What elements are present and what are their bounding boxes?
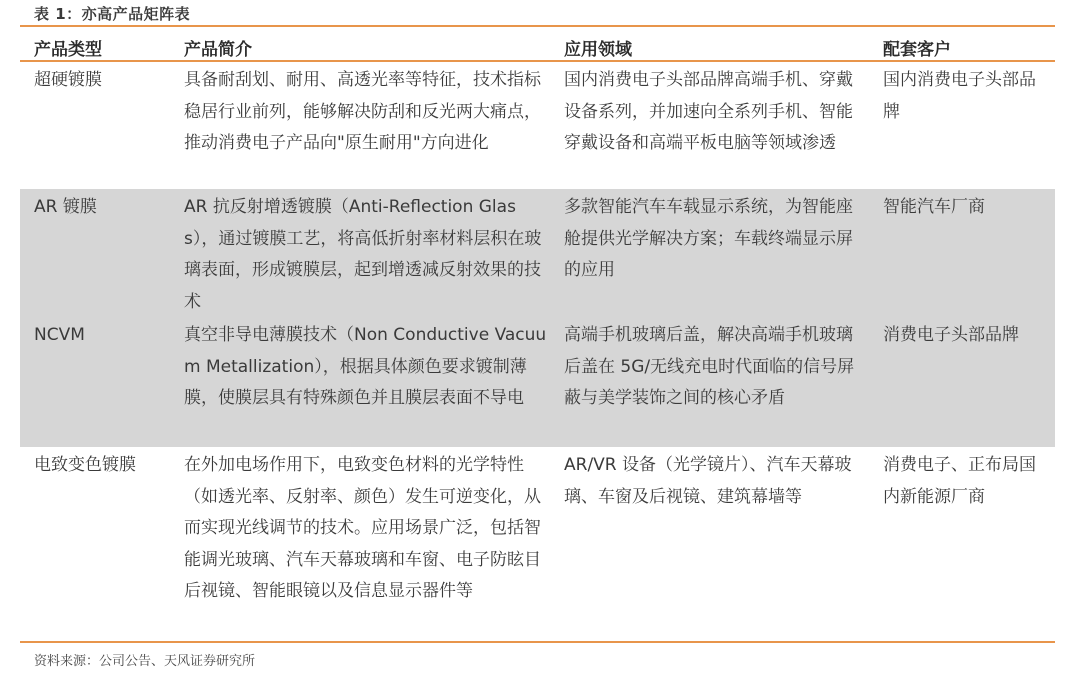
table-header <box>0 27 1080 60</box>
cell-application: 国内消费电子头部品牌高端手机、穿戴设备系列，并加速向全系列手机、智能穿戴设备和高端平板电脑等领域渗透 <box>564 70 853 154</box>
source-note: 资料来源：公司公告、天风证券研究所 <box>34 654 256 669</box>
cell-application: AR/VR 设备（光学镜片）、汽车天幕玻璃、车窗及后视镜、建筑幕墙等 <box>564 455 852 507</box>
cell-product-intro: AR 抗反射增透镀膜（Anti-Reflection Glass），通过镀膜工艺，将高低折射率材料层积在玻璃表面，形成镀膜层，起到增透减反射效果的技术 <box>184 197 542 312</box>
cell-customers: 国内消费电子头部品牌 <box>883 70 1036 122</box>
cell-product-intro: 具备耐刮划、耐用、高透光率等特征，技术指标稳居行业前列，能够解决防刮和反光两大痛点，推动消费电子产品向"原生耐用"方向进化 <box>184 70 541 154</box>
cell-customers: 消费电子头部品牌 <box>883 325 1019 345</box>
header-product-type: 产品类型 <box>34 40 102 60</box>
cell-product-type: AR 镀膜 <box>34 197 97 217</box>
table-row <box>20 189 1055 317</box>
table-caption: 表 1：亦高产品矩阵表 <box>34 5 191 23</box>
bottom-rule <box>20 641 1055 643</box>
table-row <box>20 317 1055 447</box>
cell-customers: 消费电子、正布局国内新能源厂商 <box>883 455 1036 507</box>
table-row <box>20 447 1055 640</box>
cell-product-type: 电致变色镀膜 <box>34 455 136 475</box>
cell-application: 多款智能汽车车载显示系统，为智能座舱提供光学解决方案；车载终端显示屏的应用 <box>564 197 853 281</box>
cell-customers: 智能汽车厂商 <box>883 197 985 217</box>
cell-product-intro: 真空非导电薄膜技术（Non Conductive Vacuum Metallization），根据具体颜色要求镀制薄膜，使膜层具有特殊颜色并且膜层表面不导电 <box>184 325 547 409</box>
cell-application: 高端手机玻璃后盖，解决高端手机玻璃后盖在 5G/无线充电时代面临的信号屏蔽与美学装饰之间的核心矛盾 <box>564 325 855 409</box>
header-application: 应用领域 <box>564 40 632 60</box>
cell-product-type: 超硬镀膜 <box>34 70 102 90</box>
cell-product-intro: 在外加电场作用下，电致变色材料的光学特性（如透光率、反射率、颜色）发生可逆变化，从而实现光线调节的技术。应用场景广泛，包括智能调光玻璃、汽车天幕玻璃和车窗、电子防眩目后视镜、智能眼镜以及信息显示器件等 <box>184 455 541 602</box>
header-product-intro: 产品简介 <box>184 40 252 60</box>
cell-product-type: NCVM <box>34 325 85 345</box>
table-row <box>20 62 1055 189</box>
header-customers: 配套客户 <box>883 40 951 60</box>
